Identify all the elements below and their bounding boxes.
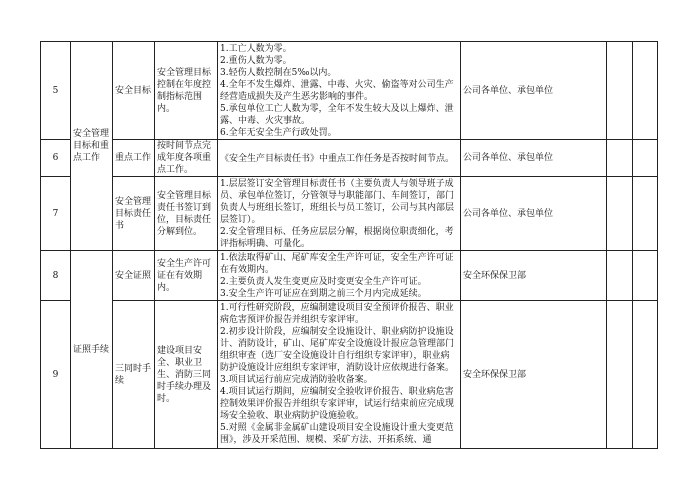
standard-line: 1.工亡人数为零。	[220, 44, 292, 54]
empty-cell	[607, 177, 633, 251]
standard-line: 5.承包单位工亡人数为零，全年不发生较大及以上爆炸、泄露、中毒、火灾事故。	[220, 104, 454, 126]
table-row	[41, 251, 658, 301]
department-cell: 公司各单位、承包单位	[461, 42, 607, 140]
department-cell: 安全环保保卫部	[461, 301, 607, 449]
row-number: 8	[41, 251, 71, 301]
standard-line: 4.项目试运行期间，应编制安全验收评价报告、职业病危害控制效果评价报告并组织专家评审，试运行结束前应完成现场安全验收、职业病防护设施验收。	[220, 387, 455, 421]
row-number: 6	[41, 140, 71, 177]
empty-cell	[633, 251, 658, 301]
table-row	[41, 140, 658, 177]
target-cell: 安全管理目标责任书签订到位，目标责任分解到位。	[155, 177, 218, 251]
category-cell: 安全管理目标和重点工作	[71, 42, 113, 251]
row-number: 9	[41, 301, 71, 449]
standard-line: 《安全生产目标责任书》中重点工作任务是否按时间节点。	[220, 153, 455, 164]
target-cell: 安全管理目标控制在年度控制指标范围内。	[155, 42, 218, 140]
standard-line: 2.重伤人数为零。	[220, 56, 292, 66]
standard-cell	[218, 140, 461, 177]
department-cell: 公司各单位、承包单位	[461, 140, 607, 177]
table-row	[41, 42, 658, 140]
standard-line: 1.可行性研究阶段，应编制建设项目安全预评价报告、职业病危害预评价报告并组织专家评审。	[220, 303, 454, 325]
table-row	[41, 177, 658, 251]
standard-line: 4.全年不发生爆炸、泄露、中毒、火灾、偷盗等对公司生产经营造成损失及产生恶劣影响的事件。	[220, 80, 454, 102]
item-cell: 三同时手续	[113, 301, 155, 449]
standard-line: 2.初步设计阶段，应编制安全设施设计、职业病防护设施设计、消防设计，矿山、尾矿库安全设施设计报应急管理部门组织审查（选厂安全设施设计自行组织专家评审），职业病防护设施设计应组织专家评审，消防设计应依规进行备案。	[220, 327, 455, 373]
row-number: 7	[41, 177, 71, 251]
empty-cell	[607, 301, 633, 449]
standard-line: 3.安全生产许可证应在到期之前三个月内完成延续。	[220, 289, 427, 299]
item-cell: 安全管理目标责任书	[113, 177, 155, 251]
standard-line: 2.主要负责人发生变更应及时变更安全生产许可证。	[220, 277, 427, 287]
empty-cell	[633, 42, 658, 140]
standard-line: 2.安全管理目标、任务应层层分解，根据岗位职责细化，考评指标明确、可量化。	[220, 227, 454, 249]
standard-cell	[218, 251, 461, 301]
item-cell: 安全证照	[113, 251, 155, 301]
category-cell: 证照手续	[71, 251, 113, 449]
table-row	[41, 301, 658, 449]
standard-line: 6.全年无安全生产行政处罚。	[220, 128, 337, 138]
empty-cell	[633, 301, 658, 449]
department-cell: 安全环保保卫部	[461, 251, 607, 301]
standard-line: 3.轻伤人数控制在5‰以内。	[220, 68, 337, 78]
empty-cell	[633, 140, 658, 177]
empty-cell	[607, 42, 633, 140]
target-cell: 安全生产许可证在有效期内。	[155, 251, 218, 301]
standard-line: 3.项目试运行前应完成消防验收备案。	[220, 375, 373, 385]
standard-line: 1.层层签订安全管理目标责任书（主要负责人与领导班子成员、承包单位签订，分管领导与职能部门、车间签订，部门负责人与班组长签订，班组长与员工签订，公司与其内部层层签订）。	[220, 179, 455, 225]
item-cell: 重点工作	[113, 140, 155, 177]
standard-cell	[218, 177, 461, 251]
standard-line: 1.依法取得矿山、尾矿库安全生产许可证，安全生产许可证在有效期内。	[220, 253, 454, 275]
item-cell: 安全目标	[113, 42, 155, 140]
standard-cell	[218, 42, 461, 140]
standard-line: 5.对照《金属非金属矿山建设项目安全设施设计重大变更范围》，涉及开采范围、规模、采矿方法、开拓系统、通	[220, 423, 454, 445]
empty-cell	[607, 140, 633, 177]
empty-cell	[633, 177, 658, 251]
empty-cell	[607, 251, 633, 301]
responsibility-table	[40, 41, 658, 449]
standard-cell	[218, 301, 461, 449]
target-cell: 建设项目安全、职业卫生、消防三同时手续办理及时。	[155, 301, 218, 449]
row-number: 5	[41, 42, 71, 140]
department-cell: 公司各单位、承包单位	[461, 177, 607, 251]
target-cell: 按时间节点完成年度各项重点工作。	[155, 140, 218, 177]
